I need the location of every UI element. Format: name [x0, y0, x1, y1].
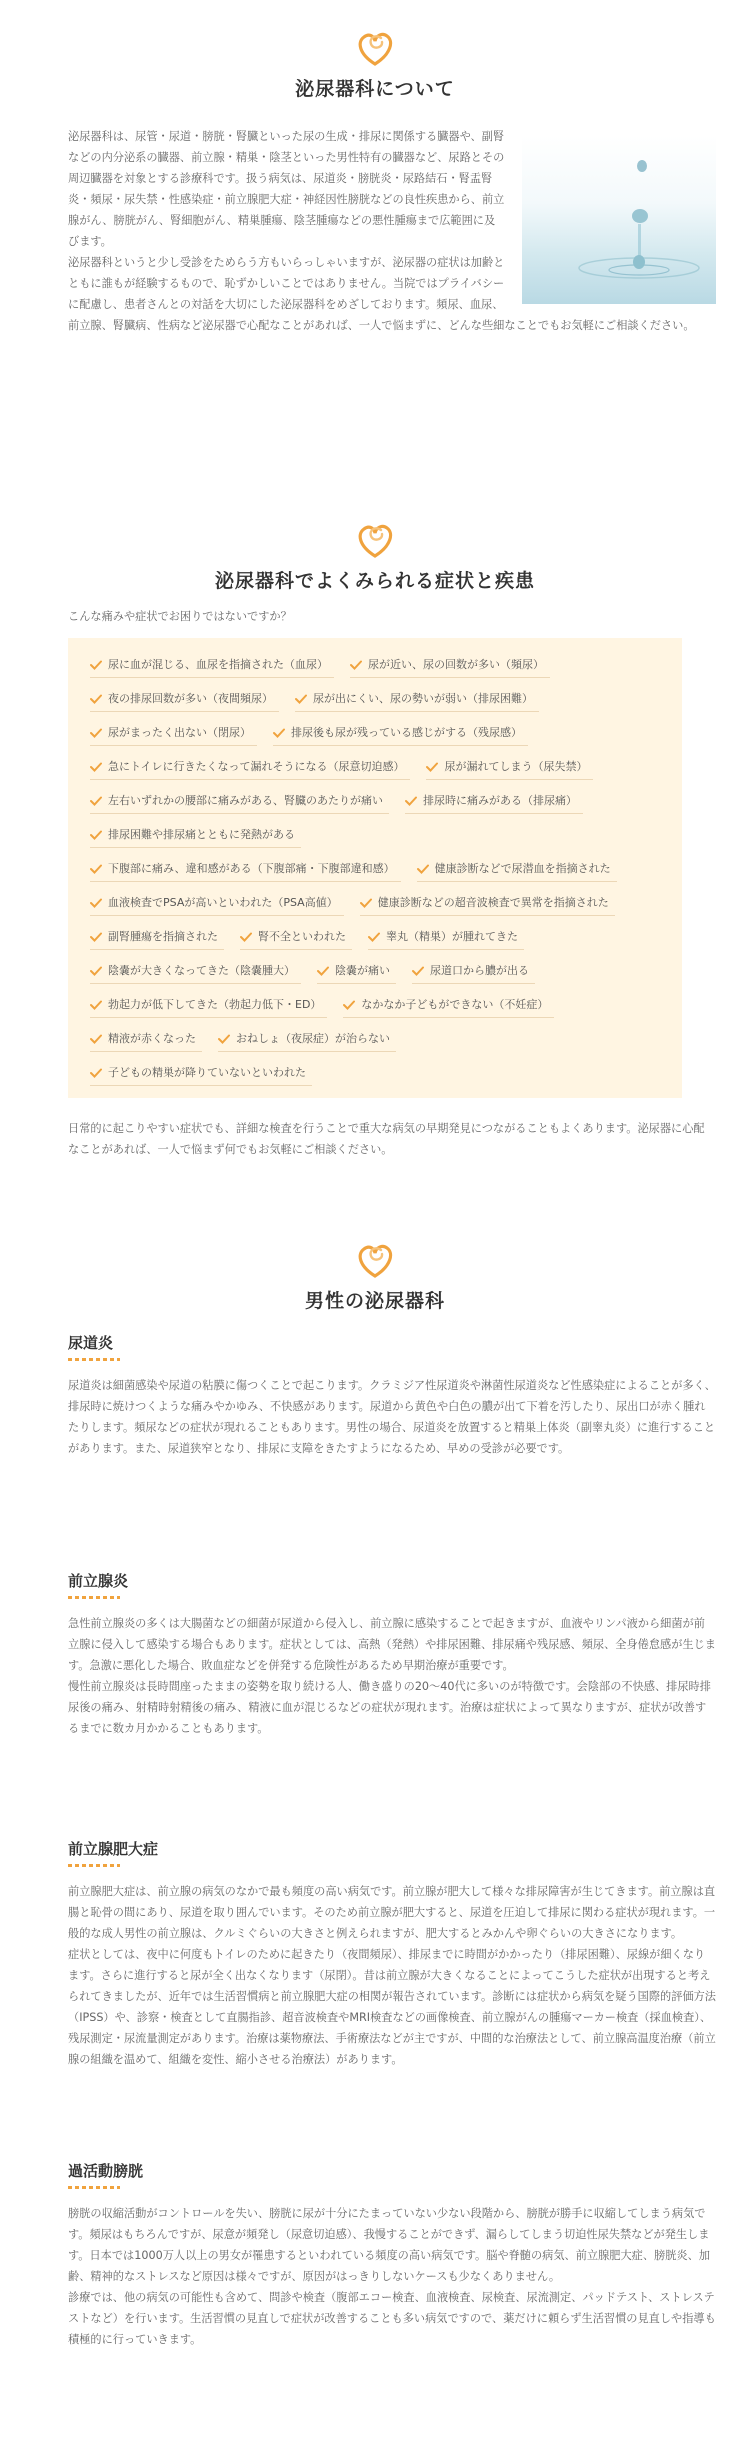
symptom-row: [90, 888, 668, 922]
symptom-label: 尿がまったく出ない（閉尿）: [108, 725, 251, 739]
symptom-label: 腎不全といわれた: [258, 929, 346, 943]
subsection-overactive-bladder: [68, 2160, 716, 2350]
check-icon: [317, 966, 329, 976]
symptom-label: 陰嚢が大きくなってきた（陰嚢腫大）: [108, 963, 295, 977]
symptom-row: [90, 1024, 668, 1058]
check-icon: [368, 932, 380, 942]
symptom-row: [90, 752, 668, 786]
section-title: 男性の泌尿器科: [304, 1290, 445, 1312]
check-icon: [90, 694, 102, 704]
symptom-item: [90, 929, 224, 950]
symptom-item: [426, 759, 593, 780]
intro-paragraph-2: 泌尿器科というと少し受診をためらう方もいらっしゃいますが、泌尿器の症状は加齢とともに誰もが経験するもので、恥ずかしいことではありません。当院ではプライバシーに配慮し、患者さんとの対話を大切にした泌尿器科をめざしております。頻尿、血尿、前立腺、腎臓病、性病など泌尿器で心配なことがあれば、一人で悩まずに、どんな些細なことでもお気軽にご相談ください。: [68, 256, 695, 332]
check-icon: [240, 932, 252, 942]
symptoms-closing-text: 日常的に起こりやすい症状でも、詳細な検査を行うことで重大な病気の早期発見につながることもよくあります。泌尿器に心配なことがあれば、一人で悩まず何でもお気軽にご相談ください。: [68, 1122, 705, 1156]
symptom-label: 精液が赤くなった: [108, 1031, 196, 1045]
subsection-heading: [68, 2160, 716, 2189]
check-icon: [90, 898, 102, 908]
symptom-row: [90, 786, 668, 820]
symptom-item: [90, 793, 389, 814]
subsection-paragraph: 尿道炎は細菌感染や尿道の粘膜に傷つくことで起こります。クラミジア性尿道炎や淋菌性尿道炎など性感染症によることが多く、排尿時に焼けつくような痛みやかゆみ、不快感があります。尿道から黄色や白色の膿が出て下着を汚したり、尿出口が赤く腫れたりします。頻尿などの症状が現れることもあります。男性の場合、尿道炎を放置すると精巣上体炎（副睾丸炎）に進行することがあります。また、尿道狭窄となり、排尿に支障をきたすようになるため、早めの受診が必要です。: [68, 1379, 716, 1455]
symptom-row: [90, 718, 668, 752]
symptom-label: 健康診断などの超音波検査で異常を指摘された: [377, 895, 609, 909]
symptom-item: [90, 725, 257, 746]
subsection-heading-text: 過活動膀胱: [68, 2162, 144, 2180]
section-title: 泌尿器科でよくみられる症状と疾患: [214, 570, 535, 592]
symptom-label: 尿道口から膿が出る: [430, 963, 529, 977]
symptom-label: 子どもの精巣が降りていないといわれた: [108, 1065, 306, 1079]
water-drop-illustration: [522, 136, 716, 304]
subsection-prostatitis: [68, 1570, 716, 1739]
symptom-item: [90, 963, 301, 984]
check-icon: [350, 660, 362, 670]
symptom-row: [90, 820, 668, 854]
symptom-label: 急にトイレに行きたくなって漏れそうになる（尿意切迫感）: [108, 759, 405, 773]
check-icon: [90, 728, 102, 738]
symptom-item: [218, 1031, 396, 1052]
subsection-urethritis: [68, 1332, 716, 1459]
subsection-paragraph: 膀胱の収縮活動がコントロールを失い、膀胱に尿が十分にたまっていない少ない段階から、膀胱が勝手に収縮してしまう病気です。頻尿はもちろんですが、尿意が頻発し（尿意切迫感）、我慢することができず、漏らしてしまう切迫性尿失禁などが発生します。日本では1000万人以上の男女が罹患するといわれている頻度の高い病気です。脳や脊髄の病気、前立腺肥大症、膀胱炎、加齢、精神的なストレスなど原因は様々ですが、原因がはっきりしないケースも少なくありません。: [68, 2207, 710, 2283]
check-icon: [417, 864, 429, 874]
subsection-heading-text: 尿道炎: [68, 1334, 114, 1352]
subsection-heading: [68, 1332, 716, 1361]
symptom-label: 下腹部に痛み、違和感がある（下腹部痛・下腹部違和感）: [108, 861, 395, 875]
heart-swirl-icon: [351, 1240, 399, 1280]
check-icon: [90, 1034, 102, 1044]
symptom-item: [417, 861, 617, 882]
symptom-item: [90, 759, 410, 780]
symptom-label: 勃起力が低下してきた（勃起力低下・ED）: [108, 997, 322, 1011]
symptom-row: [90, 956, 668, 990]
check-icon: [90, 966, 102, 976]
subsection-paragraph: 慢性前立腺炎は長時間座ったままの姿勢を取り続ける人、働き盛りの20〜40代に多いのが特徴です。会陰部の不快感、排尿時排尿後の痛み、射精時射精後の痛み、精液に血が混じるなどの症状が現れます。治療は症状によって異なりますが、症状が改善するまでに数カ月かかることもあります。: [68, 1680, 711, 1735]
check-icon: [412, 966, 424, 976]
symptom-label: 排尿後も尿が残っている感じがする（残尿感）: [291, 725, 522, 739]
symptom-item: [90, 895, 344, 916]
heart-swirl-icon: [351, 520, 399, 560]
symptom-item: [295, 691, 539, 712]
symptom-item: [240, 929, 352, 950]
subsection-paragraph: 前立腺肥大症は、前立腺の病気のなかで最も頻度の高い病気です。前立腺が肥大して様々な排尿障害が生じてきます。前立腺は直腸と恥骨の間にあり、尿道を取り囲んでいます。そのため前立腺が肥大すると、尿道を圧迫して排尿に関わる症状が現れます。一般的な成人男性の前立腺は、クルミぐらいの大きさと例えられますが、肥大するとみかんや卵ぐらいの大きさになります。: [68, 1885, 716, 1940]
symptom-label: なかなか子どもができない（不妊症）: [361, 997, 549, 1011]
heading-underline: [68, 2186, 120, 2189]
check-icon: [90, 762, 102, 772]
subsection-paragraph: 診療では、他の病気の可能性も含めて、問診や検査（腹部エコー検査、血液検査、尿検査、尿流測定、パッドテスト、ストレステストなど）を行います。生活習慣の見直しで症状が改善することも多い病気ですので、薬だけに頼らず生活習慣の見直しや指導も積極的に行っていきます。: [68, 2291, 716, 2346]
check-icon: [360, 898, 372, 908]
check-icon: [90, 830, 102, 840]
symptom-row: [90, 854, 668, 888]
check-icon: [90, 1000, 102, 1010]
symptom-item: [317, 963, 396, 984]
about-urology-section: [0, 28, 750, 332]
heading-underline: [68, 1596, 120, 1599]
symptom-label: 尿に血が混じる、血尿を指摘された（血尿）: [108, 657, 328, 671]
symptom-checklist-box: [68, 638, 682, 1098]
check-icon: [90, 932, 102, 942]
symptom-row: [90, 1058, 668, 1092]
check-icon: [90, 1068, 102, 1078]
symptom-item: [343, 997, 554, 1018]
male-urology-section: [0, 1240, 750, 2346]
subsection-heading: [68, 1838, 716, 1867]
symptom-item: [90, 1031, 202, 1052]
subsection-paragraph: 急性前立腺炎の多くは大腸菌などの細菌が尿道から侵入し、前立腺に感染することで起きますが、血液やリンパ液から細菌が前立腺に侵入して感染する場合もあります。症状としては、高熱（発熱）や排尿困難、排尿痛や残尿感、頻尿、全身倦怠感が生じます。急激に悪化した場合、敗血症などを併発する危険性があるため早期治療が重要です。: [68, 1617, 716, 1672]
subsection-heading-text: 前立腺炎: [68, 1572, 129, 1590]
check-icon: [90, 864, 102, 874]
symptom-row: [90, 990, 668, 1024]
subsection-paragraph: 症状としては、夜中に何度もトイレのために起きたり（夜間頻尿）、排尿までに時間がかかったり（排尿困難）、尿線が細くなります。さらに進行すると尿が全く出なくなります（尿閉）。昔は前立腺が大きくなることによってこうした症状が出現すると考えられてきましたが、近年では生活習慣病と前立腺肥大症の相関が報告されています。診断には症状から病気を疑う国際的評価方法（IPSS）や、診察・検査として直腸指診、超音波検査やMRI検査などの画像検査、前立腺がんの腫瘍マーカー検査（採血検査）、残尿測定・尿流量測定があります。治療は薬物療法、手術療法などが主ですが、中間的な治療法として、前立腺高温度治療（前立腺の組織を温めて、組織を変性、縮小させる治療法）があります。: [68, 1948, 716, 2066]
check-icon: [218, 1034, 230, 1044]
symptom-label: 左右いずれかの腰部に痛みがある、腎臓のあたりが痛い: [108, 793, 383, 807]
symptom-item: [368, 929, 524, 950]
subsection-heading-text: 前立腺肥大症: [68, 1840, 159, 1858]
symptom-item: [273, 725, 528, 746]
symptom-label: 尿が近い、尿の回数が多い（頻尿）: [368, 657, 544, 671]
symptom-label: 陰嚢が痛い: [335, 963, 390, 977]
symptoms-lead: こんな痛みや症状でお困りではないですか？: [68, 610, 292, 623]
symptom-label: 排尿時に痛みがある（排尿痛）: [423, 793, 577, 807]
symptom-item: [360, 895, 615, 916]
symptom-item: [90, 861, 401, 882]
symptom-row: [90, 684, 668, 718]
symptom-label: 健康診断などで尿潜血を指摘された: [434, 861, 611, 875]
symptom-label: 夜の排尿回数が多い（夜間頻尿）: [108, 691, 273, 705]
symptom-label: 尿が漏れてしまう（尿失禁）: [444, 759, 588, 773]
check-icon: [273, 728, 285, 738]
heart-swirl-icon: [351, 28, 399, 68]
check-icon: [343, 1000, 355, 1010]
symptoms-section: [0, 520, 750, 1156]
symptom-label: おねしょ（夜尿症）が治らない: [236, 1031, 390, 1045]
check-icon: [405, 796, 417, 806]
symptom-item: [90, 1065, 312, 1086]
intro-paragraph-1: 泌尿器科は、尿管・尿道・膀胱・腎臓といった尿の生成・排尿に関係する臓器や、副腎などの内分泌系の臓器、前立腺・精巣・陰茎といった男性特有の臓器など、尿路とその周辺臓器を対象とする診療科です。扱う病気は、尿道炎・膀胱炎・尿路結石・腎盂腎炎・頻尿・尿失禁・性感染症・前立腺肥大症・神経因性膀胱などの良性疾患から、前立腺がん、膀胱がん、腎細胞がん、精巣腫瘍、陰茎腫瘍などの悪性腫瘍まで広範囲に及びます。: [68, 130, 505, 248]
symptom-item: [90, 691, 279, 712]
symptom-label: 排尿困難や排尿痛とともに発熱がある: [108, 827, 295, 841]
symptom-item: [90, 827, 301, 848]
section-title: 泌尿器科について: [295, 78, 455, 100]
symptom-item: [90, 997, 327, 1018]
symptom-item: [412, 963, 535, 984]
symptom-item: [350, 657, 550, 678]
check-icon: [90, 660, 102, 670]
symptom-item: [405, 793, 583, 814]
symptom-row: [90, 922, 668, 956]
symptom-item: [90, 657, 334, 678]
intro-text-block: [68, 126, 716, 336]
symptom-label: 睾丸（精巣）が腫れてきた: [386, 929, 518, 943]
symptom-label: 血液検査でPSAが高いといわれた（PSA高値）: [108, 895, 338, 909]
symptom-label: 尿が出にくい、尿の勢いが弱い（排尿困難）: [313, 691, 533, 705]
check-icon: [90, 796, 102, 806]
symptom-row: [90, 650, 668, 684]
check-icon: [426, 762, 438, 772]
water-drop-image: [522, 136, 716, 304]
heading-underline: [68, 1864, 120, 1867]
check-icon: [295, 694, 307, 704]
subsection-bph: [68, 1838, 716, 2070]
heading-underline: [68, 1358, 120, 1361]
symptom-label: 副腎腫瘍を指摘された: [108, 929, 218, 943]
subsection-heading: [68, 1570, 716, 1599]
